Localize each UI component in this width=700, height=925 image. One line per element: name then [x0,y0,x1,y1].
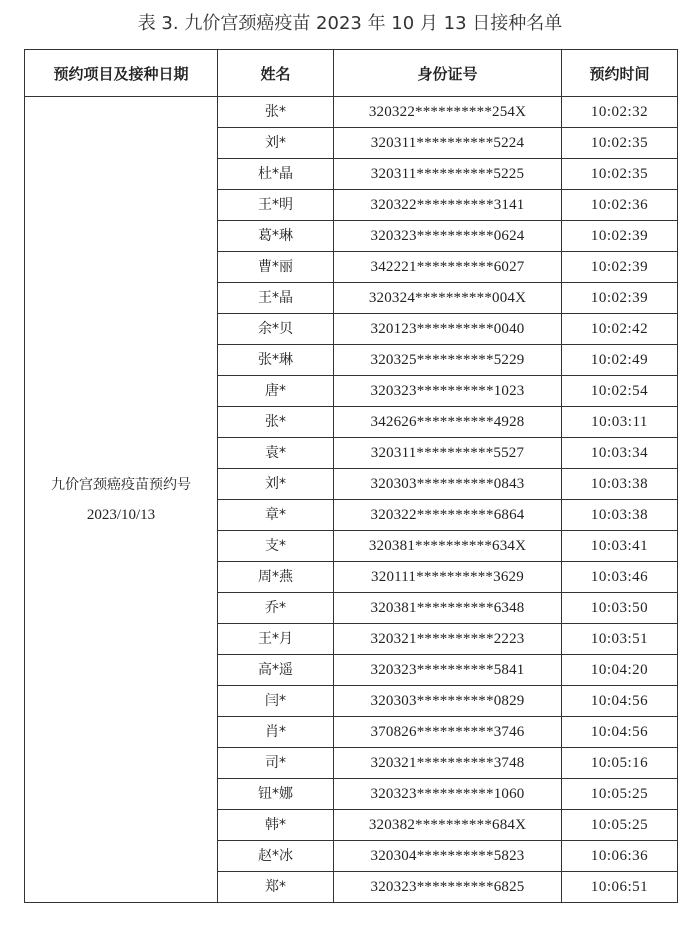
id-number-cell: 342221**********6027 [334,252,562,283]
id-number-cell: 320311**********5225 [334,159,562,190]
name-cell: 司* [218,748,334,779]
id-number-cell: 320323**********0624 [334,221,562,252]
id-number-cell: 320321**********3748 [334,748,562,779]
id-number-cell: 320303**********0843 [334,469,562,500]
appointment-time-cell: 10:02:32 [562,97,678,128]
appointment-time-cell: 10:02:54 [562,376,678,407]
id-number-cell: 320111**********3629 [334,562,562,593]
appointment-time-cell: 10:06:51 [562,872,678,903]
appointment-time-cell: 10:03:38 [562,469,678,500]
id-number-cell: 320324**********004X [334,283,562,314]
name-cell: 张* [218,407,334,438]
name-cell: 刘* [218,128,334,159]
name-cell: 闫* [218,686,334,717]
appointment-time-cell: 10:02:35 [562,128,678,159]
appointment-time-cell: 10:02:42 [562,314,678,345]
id-number-cell: 320325**********5229 [334,345,562,376]
project-cell [25,97,218,903]
name-cell: 刘* [218,469,334,500]
name-cell: 王*晶 [218,283,334,314]
id-number-cell: 320322**********3141 [334,190,562,221]
name-cell: 王*月 [218,624,334,655]
id-number-cell: 342626**********4928 [334,407,562,438]
name-cell: 袁* [218,438,334,469]
id-number-cell: 320323**********5841 [334,655,562,686]
id-number-cell: 320323**********1060 [334,779,562,810]
name-cell: 杜*晶 [218,159,334,190]
name-cell: 支* [218,531,334,562]
name-cell: 钮*娜 [218,779,334,810]
name-cell: 唐* [218,376,334,407]
name-cell: 葛*琳 [218,221,334,252]
name-cell: 郑* [218,872,334,903]
appointment-time-cell: 10:03:46 [562,562,678,593]
id-number-cell: 320322**********254X [334,97,562,128]
header-time: 预约时间 [562,50,678,97]
appointment-time-cell: 10:05:16 [562,748,678,779]
id-number-cell: 320123**********0040 [334,314,562,345]
id-number-cell: 370826**********3746 [334,717,562,748]
appointment-time-cell: 10:05:25 [562,779,678,810]
appointment-time-cell: 10:02:39 [562,221,678,252]
name-cell: 高*遥 [218,655,334,686]
name-cell: 余*贝 [218,314,334,345]
name-cell: 周*燕 [218,562,334,593]
name-cell: 乔* [218,593,334,624]
vaccination-roster-table [24,49,678,903]
appointment-time-cell: 10:04:20 [562,655,678,686]
id-number-cell: 320323**********6825 [334,872,562,903]
appointment-time-cell: 10:03:34 [562,438,678,469]
table-header-row [25,50,678,97]
appointment-time-cell: 10:02:35 [562,159,678,190]
id-number-cell: 320303**********0829 [334,686,562,717]
appointment-time-cell: 10:03:50 [562,593,678,624]
id-number-cell: 320304**********5823 [334,841,562,872]
id-number-cell: 320311**********5527 [334,438,562,469]
appointment-time-cell: 10:06:36 [562,841,678,872]
appointment-time-cell: 10:02:39 [562,252,678,283]
name-cell: 张* [218,97,334,128]
appointment-time-cell: 10:02:39 [562,283,678,314]
id-number-cell: 320321**********2223 [334,624,562,655]
appointment-time-cell: 10:05:25 [562,810,678,841]
id-number-cell: 320311**********5224 [334,128,562,159]
name-cell: 王*明 [218,190,334,221]
id-number-cell: 320322**********6864 [334,500,562,531]
appointment-time-cell: 10:03:51 [562,624,678,655]
header-id: 身份证号 [334,50,562,97]
id-number-cell: 320382**********684X [334,810,562,841]
name-cell: 韩* [218,810,334,841]
id-number-cell: 320323**********1023 [334,376,562,407]
table-row [25,97,678,128]
appointment-time-cell: 10:04:56 [562,686,678,717]
project-date: 2023/10/13 [86,506,156,523]
appointment-time-cell: 10:04:56 [562,717,678,748]
appointment-time-cell: 10:03:41 [562,531,678,562]
id-number-cell: 320381**********6348 [334,593,562,624]
name-cell: 肖* [218,717,334,748]
appointment-time-cell: 10:02:49 [562,345,678,376]
name-cell: 章* [218,500,334,531]
appointment-time-cell: 10:02:36 [562,190,678,221]
document-title: 表 3. 九价宫颈癌疫苗 2023 年 10 月 13 日接种名单 [137,13,563,34]
header-name: 姓名 [218,50,334,97]
name-cell: 曹*丽 [218,252,334,283]
header-project: 预约项目及接种日期 [25,50,218,97]
project-label: 九价宫颈癌疫苗预约号 [51,476,191,493]
name-cell: 张*琳 [218,345,334,376]
appointment-time-cell: 10:03:11 [562,407,678,438]
id-number-cell: 320381**********634X [334,531,562,562]
name-cell: 赵*冰 [218,841,334,872]
appointment-time-cell: 10:03:38 [562,500,678,531]
table-body [25,97,678,903]
